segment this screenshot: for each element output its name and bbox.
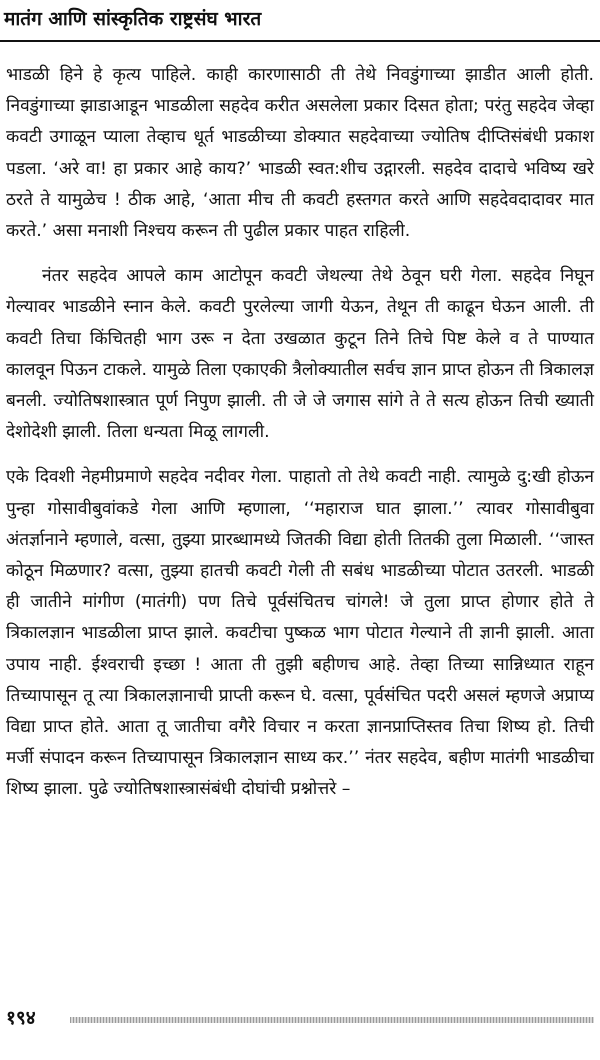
paragraph-3: एके दिवशी नेहमीप्रमाणे सहदेव नदीवर गेला. पाहातो तो तेथे कवटी नाही. त्यामुळे दु:खी होऊन पुन्हा गोसावीबुवांकडे गेला आणि म्हणाला, ‘‘महाराज घात झाला.’’ त्यावर गोसावीबुवा अंतर्ज्ञानाने म्हणाले, वत्सा, तुझ्या प्रारब्धामध्ये जितकी विद्या होती तितकी तुला मिळाली. ‘‘जास्त कोठून मिळणार? वत्सा, तुझ्या हातची कवटी गेली ती सबंध भाडळीच्या पोटात उतरली. भाडळी ही जातीने मांगीण (मातंगी) पण तिचे पूर्वसंचितच चांगले! जे तुला प्राप्त होणार होते ते त्रिकालज्ञान भाडळीला प्राप्त झाले. कवटीचा पुष्कळ भाग पोटात गेल्याने ती ज्ञानी झाली. आता उपाय नाही. ईश्वराची इच्छा ! आता ती तुझी बहीणच आहे. तेव्हा तिच्या सान्निध्यात राहून तिच्यापासून तू त्या त्रिकालज्ञानाची प्राप्ती करून घे. वत्सा, पूर्वसंचित पदरी असलं म्हणजे अप्राप्य विद्या प्राप्त होते. आता तू जातीचा वगैरे विचार न करता ज्ञानप्राप्तिस्तव तिचा शिष्य हो. तिची मर्जी संपादन करून तिच्यापासून त्रिकालज्ञान साध्य कर.’’ नंतर सहदेव, बहीण मातंगी भाडळीचा शिष्य झाला. पुढे ज्योतिषशास्त्रासंबंधी दोघांची प्रश्नोत्तरे – (6, 467, 594, 800)
footer-rule (70, 1017, 594, 1023)
header-rule (0, 40, 600, 42)
page-number: १९४ (6, 1007, 36, 1029)
paragraph-2: नंतर सहदेव आपले काम आटोपून कवटी जेथल्या तेथे ठेवून घरी गेला. सहदेव निघून गेल्यावर भाडळीने स्नान केले. कवटी पुरलेल्या जागी येऊन, तेथून ती काढून घेऊन आली. ती कवटी तिचा किंचितही भाग उरू न देता उखळात कुटून तिने तिचे पिष्ट केले व ते पाण्यात कालवून पिऊन टाकले. यामुळे तिला एकाएकी त्रैलोक्यातील सर्वच ज्ञान प्राप्त होऊन ती त्रिकालज्ञ बनली. ज्योतिषशास्त्रात पूर्ण निपुण झाली. ती जे जे जगास सांगे ते ते सत्य होऊन तिची ख्याती देशोदेशी झाली. तिला धन्यता मिळू लागली. (6, 266, 594, 443)
paragraph-1: भाडळी हिने हे कृत्य पाहिले. काही कारणासाठी ती तेथे निवडुंगाच्या झाडीत आली होती. निवडुंगाच्या झाडाआडून भाडळीला सहदेव करीत असलेला प्रकार दिसत होता; परंतु सहदेव जेव्हा कवटी उगाळून प्याला तेव्हाच धूर्त भाडळीच्या डोक्यात सहदेवाच्या ज्योतिष दीप्तिसंबंधी प्रकाश पडला. ‘अरे वा! हा प्रकार आहे काय?’ भाडळी स्वत:शीच उद्गारली. सहदेव दादाचे भविष्य खरे ठरते ते यामुळेच ! ठीक आहे, ‘आता मीच ती कवटी हस्तगत करते आणि सहदेवदादावर मात करते.’ असा मनाशी निश्चय करून ती पुढील प्रकार पाहत राहिली. (6, 65, 594, 242)
body-text (6, 60, 594, 820)
running-header: मातंग आणि सांस्कृतिक राष्ट्रसंघ भारत (4, 8, 262, 30)
